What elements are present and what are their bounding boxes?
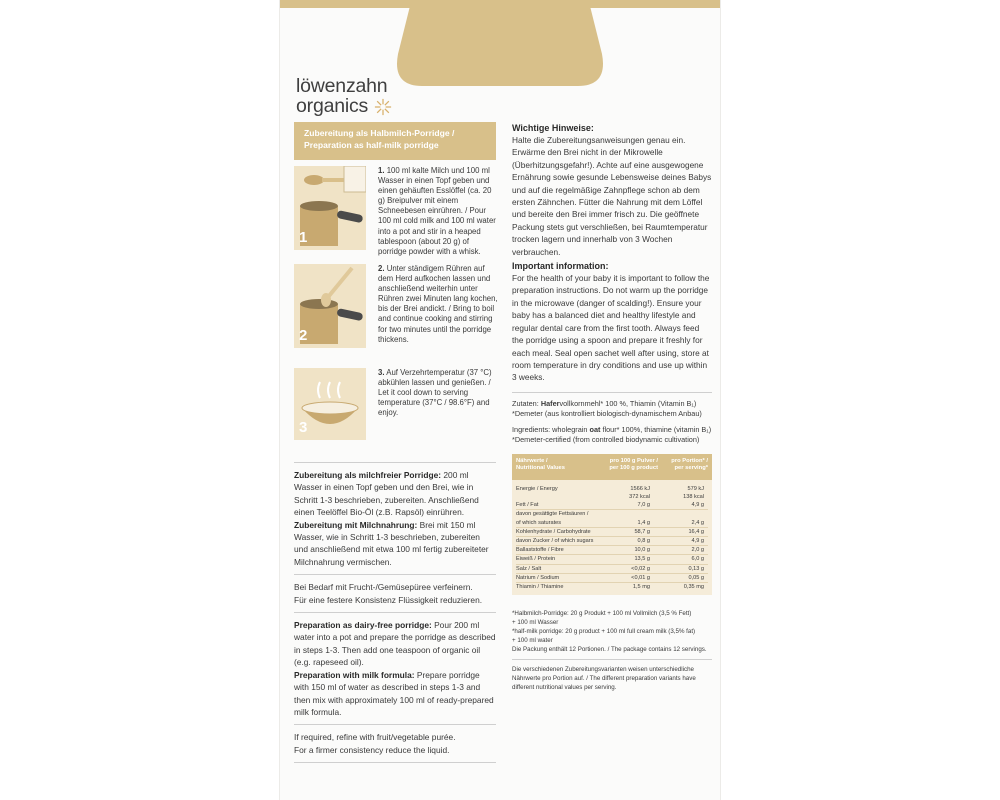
nutrition-header-3b: per serving*: [674, 465, 708, 472]
milkformula-en-text: Prepare porridge with 150 ml of water as described in steps 1-3 and then mix with approximately 100 ml of ready-prepared milk formula.: [294, 669, 494, 717]
information-column: [512, 122, 712, 692]
ingredients-en-rest: flour* 100%, thiamine (vitamin B₁): [602, 424, 712, 434]
hint-en-title: Important information:: [512, 261, 609, 272]
nutrient-label: Ballaststoffe / Fibre: [516, 547, 564, 554]
step-1-marker: 1.: [378, 166, 385, 175]
divider: [294, 612, 496, 613]
divider: [294, 462, 496, 463]
ingredients-de: [512, 399, 712, 410]
divider: [294, 724, 496, 725]
step-3-number: 3: [299, 419, 308, 436]
nutrition-header-2a: pro 100 g Pulver /: [609, 457, 658, 464]
nutrient-label: of which saturates: [516, 519, 562, 526]
value-per-100g: 7,0 g: [637, 502, 650, 509]
nutrition-header-2b: per 100 g product: [609, 465, 658, 472]
value-per-100g: 1566 kJ: [630, 485, 650, 492]
nutrition-row: [512, 546, 712, 554]
value-per-serving: 2,0 g: [691, 547, 704, 554]
dairyfree-de-title: Zubereitung als milchfreier Porridge:: [294, 470, 442, 480]
nutrient-label: Kohlenhydrate / Carbohydrate: [516, 528, 591, 535]
milkformula-en-title: Preparation with milk formula:: [294, 669, 415, 680]
milkformula-en: [294, 669, 496, 719]
value-per-100g: 0,8 g: [637, 537, 650, 544]
value-per-100g: 1,5 mg: [632, 583, 650, 590]
step-2-number: 2: [299, 327, 308, 344]
refine-en-2: For a firmer consistency reduce the liquid.: [294, 744, 450, 755]
divider: [512, 392, 712, 393]
step-1-illustration: [294, 166, 366, 250]
dairyfree-en: [294, 619, 496, 669]
footnote-5: Die Packung enthält 12 Portionen. / The package contains 12 servings.: [512, 646, 707, 654]
nutrition-header-1b: Nutritional Values: [516, 465, 565, 472]
dairyfree-en-title: Preparation as dairy-free porridge:: [294, 620, 432, 631]
nutrition-row: [512, 519, 712, 527]
ingredients-de-prefix: Zutaten:: [512, 398, 539, 408]
step-1: [294, 160, 496, 258]
nutrient-label: Energie / Energy: [516, 485, 558, 492]
value-per-100g: <0,02 g: [631, 565, 650, 572]
nutrition-row: [512, 537, 712, 545]
ingredients-de-note: *Demeter (aus kontrolliert biologisch-dynamischem Anbau): [512, 409, 702, 419]
nutrition-header: [512, 454, 712, 480]
step-1-number: 1: [299, 229, 308, 246]
footnote-6: Die verschiedenen Zubereitungsvarianten weisen unterschiedliche Nährwerte pro Portion auf. / The different preparation variants have different nutritional values per serving.: [512, 666, 696, 692]
milkfood-de: [294, 519, 496, 569]
value-per-serving: 16,4 g: [688, 528, 704, 535]
hint-de-title: Wichtige Hinweise:: [512, 123, 594, 133]
nutrient-label: [516, 493, 604, 501]
nutrition-row: [512, 485, 712, 493]
step-3: [294, 362, 496, 456]
ingredients-en-bold: oat: [589, 424, 601, 434]
nutrition-row: [512, 501, 712, 509]
value-per-100g: [604, 510, 650, 518]
banner-title-en: Preparation as half-milk porridge: [304, 139, 439, 150]
divider: [294, 574, 496, 575]
value-per-serving: 0,35 mg: [683, 583, 704, 590]
divider: [512, 659, 712, 660]
refine-de-1: Bei Bedarf mit Frucht-/Gemüsepüree verfeinern.: [294, 582, 473, 593]
step-3-text: Auf Verzehrtemperatur (37 °C) abkühlen lassen und genießen. / Let it cool down to serving temperature (37°C / 98.6°F) and enjoy.: [378, 368, 492, 418]
value-per-100g: <0,01 g: [631, 574, 650, 581]
milkfood-de-text: Brei mit 150 ml Wasser, wie in Schritt 1-3 beschrieben, zubereiten und anschließend mit etwa 100 ml fertig zubereiteter Milchnahrung vermischen.: [294, 519, 489, 567]
hint-en-text: For the health of your baby it is important to follow the preparation instructions. Do not warm up the porridge in the microwave (danger of scalding!). Ensure your baby has a balanced diet and healthy lifestyle and regular dental care from the first tooth. Always feed the porridge using a spoon and prepare it freshly for each meal. Seal open sachet well after using, store at room temperature in dry conditions and use up within 3 weeks.: [512, 273, 710, 383]
milkfood-de-title: Zubereitung mit Milchnahrung:: [294, 519, 418, 530]
value-per-serving: 4,9 g: [691, 537, 704, 544]
divider: [294, 762, 496, 763]
preparation-column: [294, 122, 496, 769]
dandelion-icon: [374, 98, 392, 116]
nutrition-row: [512, 555, 712, 563]
dairyfree-de: [294, 469, 496, 519]
ingredients-en-note: *Demeter-certified (from controlled biodynamic cultivation): [512, 435, 700, 445]
nutrition-row: [512, 510, 712, 518]
nutrition-table: [512, 454, 712, 595]
nutrition-row: [512, 493, 712, 501]
refine-en-1: If required, refine with fruit/vegetable purée.: [294, 732, 456, 743]
nutrient-label: Fett / Fat: [516, 502, 539, 509]
nutrition-header-1a: Nährwerte /: [516, 457, 548, 464]
ingredients-de-bold: Hafer: [540, 398, 560, 408]
nutrient-label: davon Zucker / of which sugars: [516, 537, 594, 544]
step-1-text: 100 ml kalte Milch und 100 ml Wasser in einen Topf geben und einen gehäuften Esslöffel (ca. 20 g) Breipulver mit einem Schneebesen einrühren. / Pour 100 ml cold milk and 100 ml water into a pot and stir in a heaped tablespoon (about 20 g) of porridge powder with a whisk.: [378, 166, 496, 256]
package-back: [280, 0, 720, 800]
brand-line-2: organics: [296, 95, 369, 117]
value-per-100g: 372 kcal: [629, 493, 650, 500]
footnote-1: *Halbmilch-Porridge: 20 g Produkt + 100 ml Vollmilch (3,5 % Fett): [512, 610, 692, 618]
value-per-serving: 6,0 g: [691, 556, 704, 563]
hint-de-text: Halte die Zubereitungsanweisungen genau ein. Erwärme den Brei nicht in der Mikrowelle (Überhitzungsgefahr!). Achte auf eine ausgewogene Ernährung sowie gesunde Lebensweise deines Babys und auf die regelmäßige Zahnpflege schon ab dem ersten Zähnchen. Fütter die Nahrung mit dem Löffel und bereite den Brei immer frisch zu. Die geöffnete Packung stets gut verschließen, bei Raumtemperatur trocken lagern und innerhalb von 3 Wochen verbrauchen.: [512, 135, 712, 257]
dairyfree-en-text: Pour 200 ml water into a pot and prepare the porridge as described in steps 1-3. Then add one teaspoon of organic oil (e.g. rapeseed oil).: [294, 620, 496, 668]
value-per-serving: 2,4 g: [691, 519, 704, 526]
nutrition-row: [512, 574, 712, 582]
value-per-serving: 138 kcal: [683, 493, 704, 500]
banner-title-de: Zubereitung als Halbmilch-Porridge /: [304, 128, 455, 138]
dairyfree-de-text: 200 ml Wasser in einen Topf geben und den Brei, wie in Schritt 1-3 beschrieben, zubereiten. Anschließend einen Teelöffel Bio-Öl (z.B. Rapsöl) einrühren.: [294, 470, 479, 518]
value-per-serving: 579 kJ: [687, 485, 704, 492]
nutrient-label: davon gesättigte Fettsäuren /: [516, 511, 589, 518]
nutrition-row: [512, 528, 712, 536]
step-2-text: Unter ständigem Rühren auf dem Herd aufkochen lassen und anschließend weiterhin unter Rühren zwei Minuten lang kochen, bis der Brei andickt. / Bring to boil and continue cooking and stirring for two minutes until the porridge thickens.: [378, 264, 498, 344]
footnote-4: + 100 ml water: [512, 637, 553, 645]
ingredients-de-rest: vollkornmehl* 100 %, Thiamin (Vitamin B₁): [559, 398, 697, 408]
value-per-serving: 0,05 g: [688, 574, 704, 581]
step-2: [294, 258, 496, 356]
value-per-100g: 58,7 g: [634, 528, 650, 535]
step-3-illustration: [294, 368, 366, 440]
ingredients-en: [512, 425, 712, 436]
brand-logo: [296, 76, 387, 116]
footnote-3: *half-milk porridge: 20 g product + 100 ml full cream milk (3,5% fat): [512, 628, 696, 636]
value-per-100g: 1,4 g: [637, 519, 650, 526]
nutrition-row: [512, 583, 712, 591]
refine-de-2: Für eine festere Konsistenz Flüssigkeit reduzieren.: [294, 594, 483, 605]
nutrient-label: Natrium / Sodium: [516, 574, 560, 581]
brand-line-1: löwenzahn: [296, 75, 388, 97]
nutrition-row: [512, 565, 712, 573]
nutrient-label: Eiweiß / Protein: [516, 556, 556, 563]
step-3-marker: 3.: [378, 368, 385, 377]
value-per-serving: 0,13 g: [688, 565, 704, 572]
footnote-2: + 100 ml Wasser: [512, 619, 559, 627]
value-per-100g: 10,0 g: [634, 547, 650, 554]
ingredients-en-prefix: Ingredients: wholegrain: [512, 424, 588, 434]
step-2-marker: 2.: [378, 264, 385, 273]
value-per-serving: 4,9 g: [691, 502, 704, 509]
value-per-serving: [650, 510, 704, 518]
preparation-banner: [294, 122, 496, 160]
nutrient-label: Salz / Salt: [516, 565, 542, 572]
value-per-100g: 13,5 g: [634, 556, 650, 563]
step-2-illustration: [294, 264, 366, 348]
nutrient-label: Thiamin / Thiamine: [516, 583, 564, 590]
nutrition-rows: [512, 480, 712, 591]
nutrition-header-3a: pro Portion* /: [671, 457, 708, 464]
